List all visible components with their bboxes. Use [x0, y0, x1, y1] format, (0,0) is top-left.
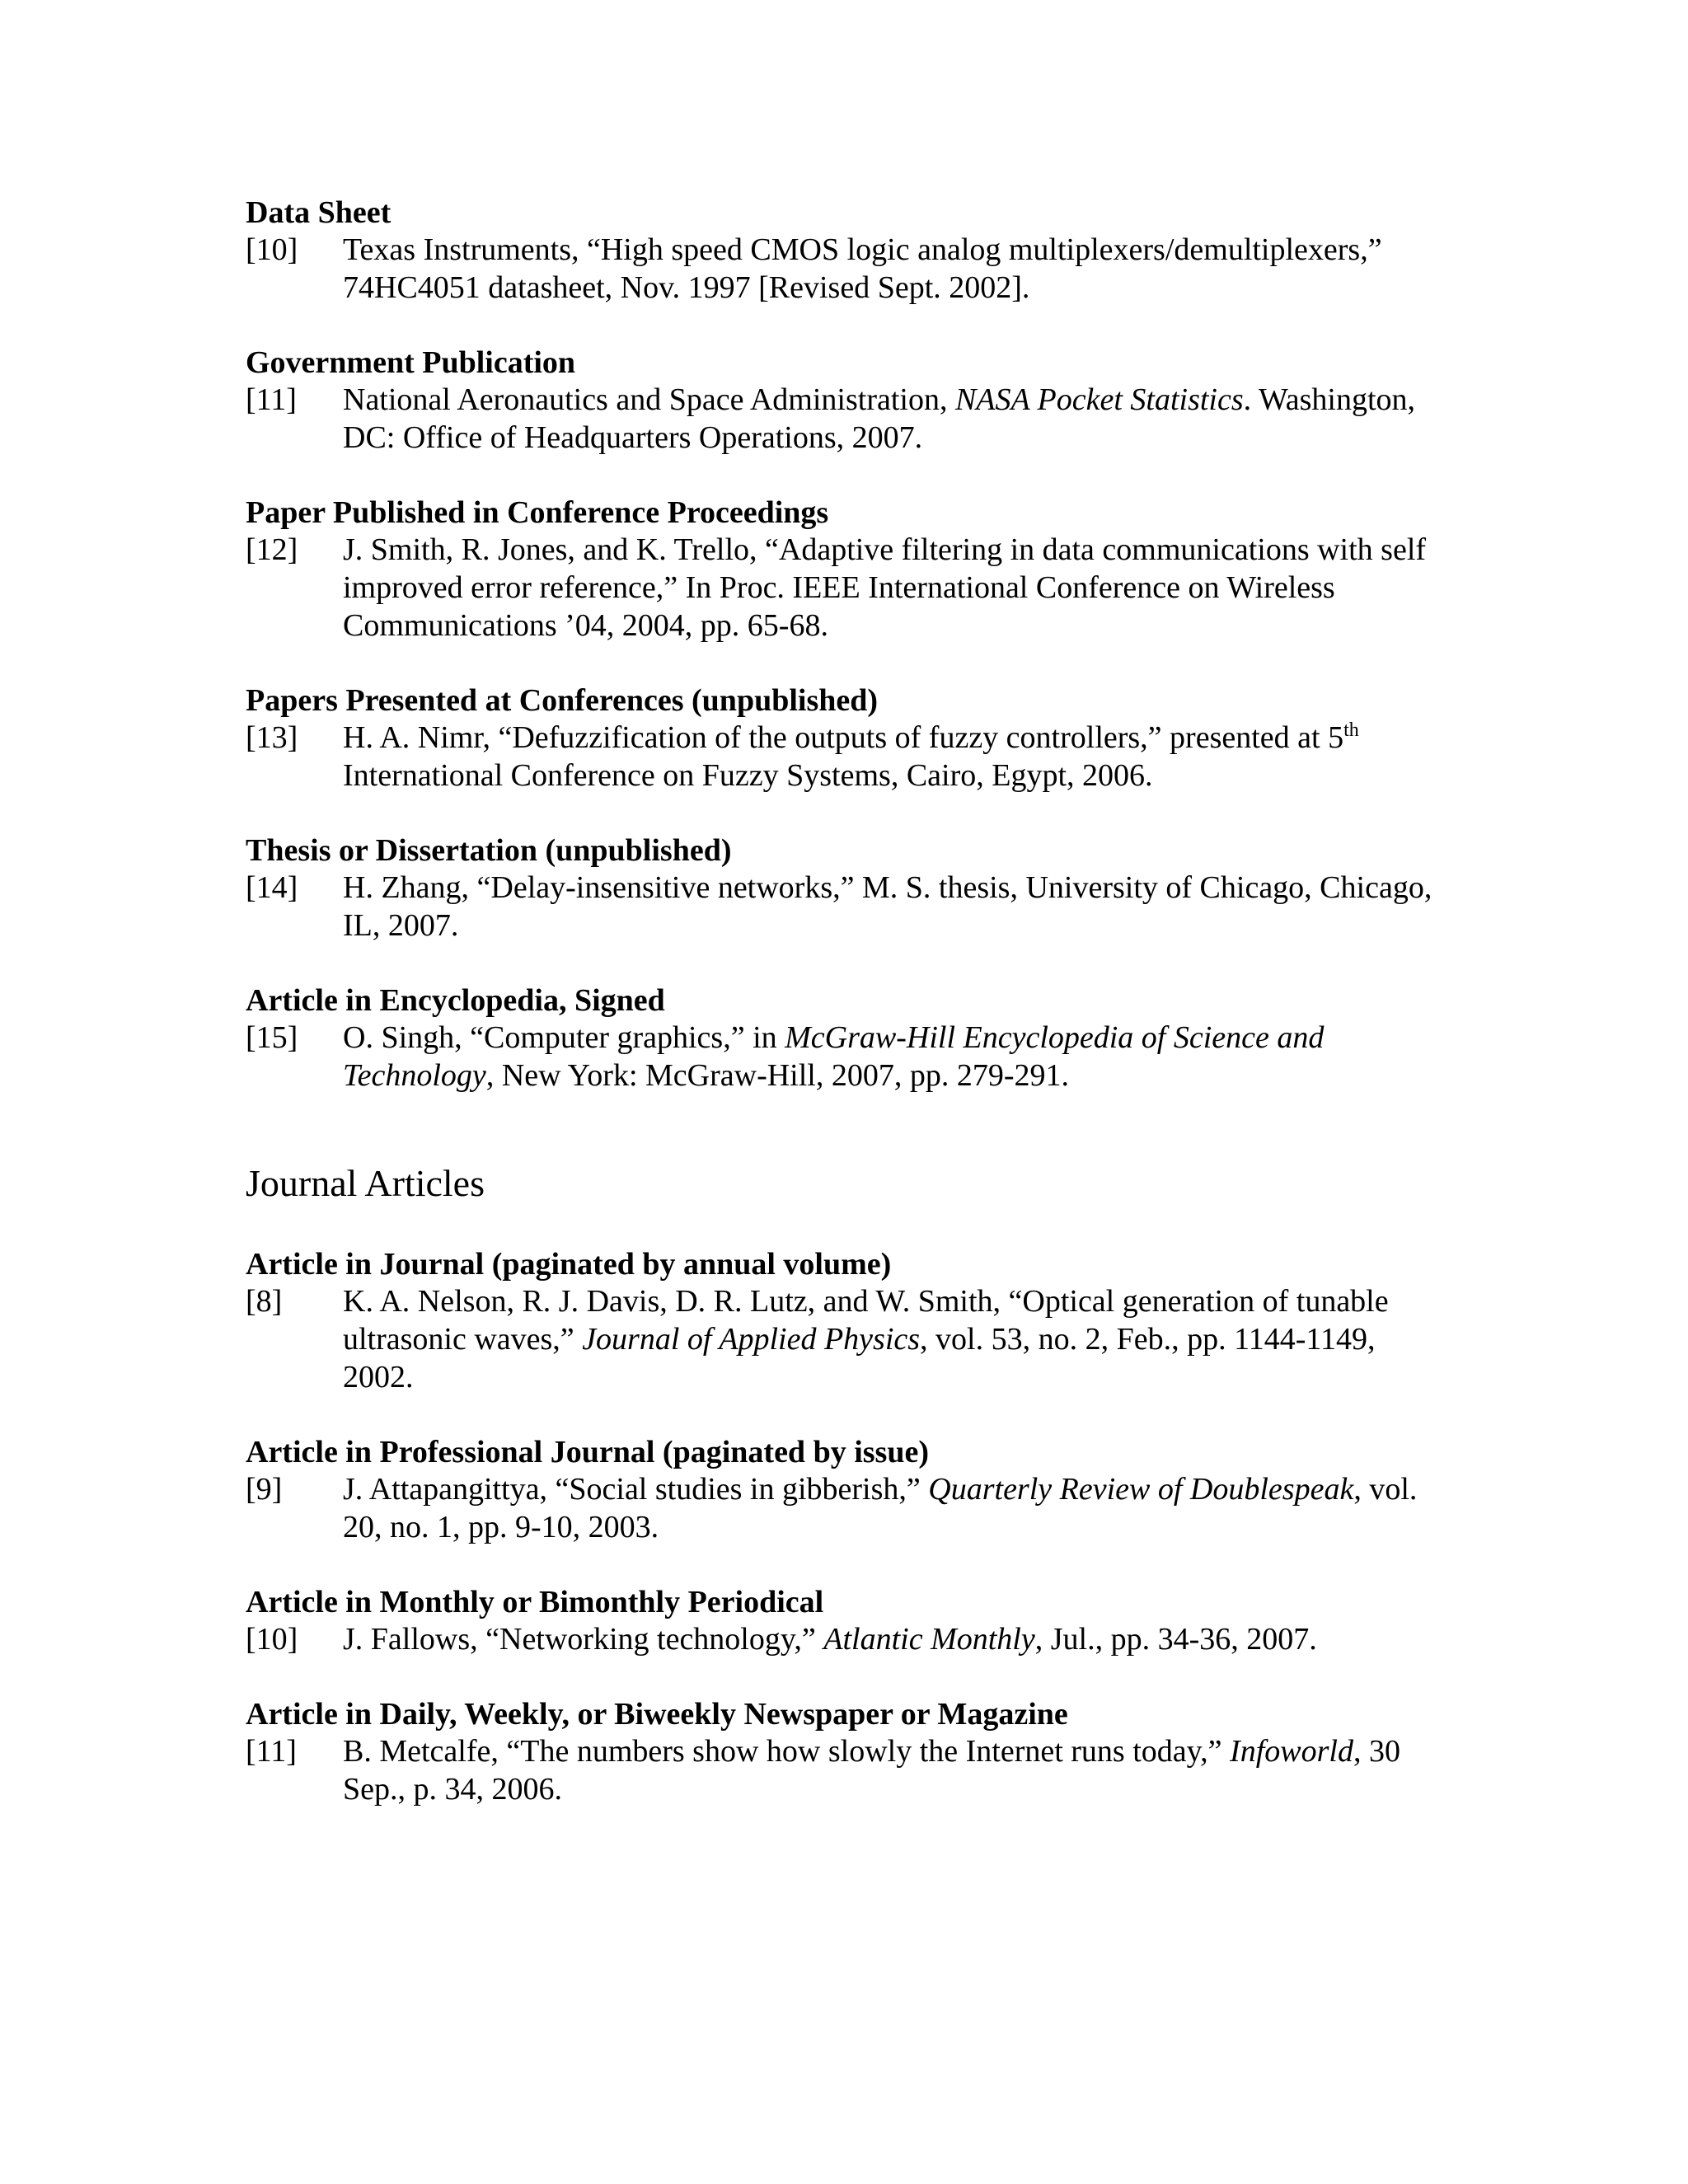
spacer: [246, 1658, 1449, 1696]
reference-section: [246, 682, 1449, 794]
reference-entry: [246, 719, 1449, 794]
reference-text-part: K. A. Nelson, R. J. Davis, D. R. Lutz, and W. Smith, “Optical generation of tunable ultrasonic waves,”: [343, 1284, 1389, 1357]
reference-sections-group-a: [246, 194, 1449, 1094]
reference-section: [246, 982, 1449, 1094]
reference-entry: [246, 381, 1449, 457]
reference-text: [343, 869, 1449, 944]
reference-text-part: J. Attapangittya, “Social studies in gibberish,”: [343, 1472, 929, 1507]
reference-text-part: , 30 Sep., p. 34, 2006.: [343, 1734, 1400, 1807]
reference-section: [246, 494, 1449, 644]
reference-text-part: International Conference on Fuzzy Systems, Cairo, Egypt, 2006.: [343, 758, 1153, 793]
reference-text-part: H. A. Nimr, “Defuzzification of the outputs of fuzzy controllers,” presented at 5: [343, 720, 1344, 755]
reference-text-part: , Jul., pp. 34-36, 2007.: [1034, 1622, 1317, 1657]
section-heading: Data Sheet: [246, 195, 392, 230]
superscript: th: [1343, 719, 1359, 741]
reference-number: [11]: [246, 1734, 297, 1769]
reference-entry: [246, 1732, 1449, 1808]
reference-text-part: B. Metcalfe, “The numbers show how slowly the Internet runs today,”: [343, 1734, 1231, 1769]
reference-text: [343, 719, 1449, 794]
reference-number: [8]: [246, 1284, 283, 1319]
reference-section: [246, 1246, 1449, 1396]
spacer: [246, 1396, 1449, 1434]
reference-entry: [246, 1282, 1449, 1396]
reference-italic-title: Journal of Applied Physics: [582, 1322, 921, 1357]
spacer: [246, 1207, 1449, 1246]
section-heading: Article in Monthly or Bimonthly Periodical: [246, 1585, 824, 1619]
reference-entry: [246, 869, 1449, 944]
reference-entry: [246, 231, 1449, 307]
spacer: [246, 457, 1449, 494]
reference-number: [11]: [246, 382, 297, 417]
spacer: [246, 794, 1449, 832]
section-heading: Government Publication: [246, 345, 576, 380]
reference-text-part: J. Smith, R. Jones, and K. Trello, “Adaptive filtering in data communications with self improved error reference,” In Proc. IEEE International Conference on Wireless Communications ’04, 2004, pp. 65-68.: [343, 532, 1427, 643]
reference-italic-title: Infoworld: [1230, 1734, 1353, 1769]
reference-text: [343, 231, 1449, 307]
reference-section: [246, 832, 1449, 944]
reference-section: [246, 344, 1449, 457]
reference-text: [343, 1470, 1449, 1546]
reference-number: [10]: [246, 232, 298, 267]
spacer: [246, 1094, 1449, 1160]
reference-section: [246, 1434, 1449, 1546]
reference-entry: [246, 1019, 1449, 1094]
reference-entry: [246, 1470, 1449, 1546]
reference-text-part: J. Fallows, “Networking technology,”: [343, 1622, 824, 1657]
spacer: [246, 644, 1449, 682]
reference-text-part: . Washington, DC: Office of Headquarters Operations, 2007.: [343, 382, 1416, 455]
reference-italic-title: Atlantic Monthly: [823, 1622, 1035, 1657]
section-heading: Article in Professional Journal (paginated by issue): [246, 1435, 929, 1469]
reference-section: [246, 194, 1449, 307]
spacer: [246, 307, 1449, 344]
section-heading: Article in Encyclopedia, Signed: [246, 983, 665, 1018]
reference-entry: [246, 1620, 1449, 1658]
reference-text: [343, 1620, 1449, 1658]
reference-italic-title: McGraw-Hill Encyclopedia of Science and Technology: [343, 1020, 1325, 1093]
reference-text: [343, 1019, 1449, 1094]
reference-text: [343, 381, 1449, 457]
section-heading: Paper Published in Conference Proceedings: [246, 495, 829, 530]
section-heading: Papers Presented at Conferences (unpublished): [246, 683, 879, 718]
reference-text: [343, 1282, 1449, 1396]
reference-section: [246, 1696, 1449, 1808]
reference-number: [15]: [246, 1020, 298, 1055]
section-heading: Article in Journal (paginated by annual volume): [246, 1247, 892, 1282]
reference-section: [246, 1584, 1449, 1658]
reference-text-part: , vol. 53, no. 2, Feb., pp. 1144-1149, 2002.: [343, 1322, 1376, 1394]
reference-number: [12]: [246, 532, 298, 567]
reference-text-part: O. Singh, “Computer graphics,” in: [343, 1020, 785, 1055]
reference-text-part: Texas Instruments, “High speed CMOS logic analog multiplexers/demultiplexers,” 74HC4051 datasheet, Nov. 1997 [Revised Sept. 2002].: [343, 232, 1382, 305]
reference-text-part: National Aeronautics and Space Administration,: [343, 382, 955, 417]
document-page: [246, 194, 1449, 1808]
reference-text-part: , vol. 20, no. 1, pp. 9-10, 2003.: [343, 1472, 1418, 1544]
section-heading: Thesis or Dissertation (unpublished): [246, 833, 732, 868]
section-heading: Article in Daily, Weekly, or Biweekly Newspaper or Magazine: [246, 1697, 1068, 1732]
reference-number: [9]: [246, 1472, 283, 1507]
reference-italic-title: Quarterly Review of Doublespeak: [928, 1472, 1354, 1507]
reference-text-part: , New York: McGraw-Hill, 2007, pp. 279-291.: [485, 1058, 1069, 1093]
journal-articles-heading: Journal Articles: [246, 1162, 485, 1204]
reference-number: [13]: [246, 720, 298, 755]
reference-sections-group-b: [246, 1246, 1449, 1808]
spacer: [246, 944, 1449, 982]
reference-text: [343, 1732, 1449, 1808]
reference-text: [343, 531, 1449, 644]
reference-text-part: H. Zhang, “Delay-insensitive networks,” M. S. thesis, University of Chicago, Chicago, IL, 2007.: [343, 870, 1432, 943]
reference-number: [10]: [246, 1622, 298, 1657]
reference-italic-title: NASA Pocket Statistics: [954, 382, 1244, 417]
reference-number: [14]: [246, 870, 298, 905]
spacer: [246, 1546, 1449, 1584]
reference-entry: [246, 531, 1449, 644]
